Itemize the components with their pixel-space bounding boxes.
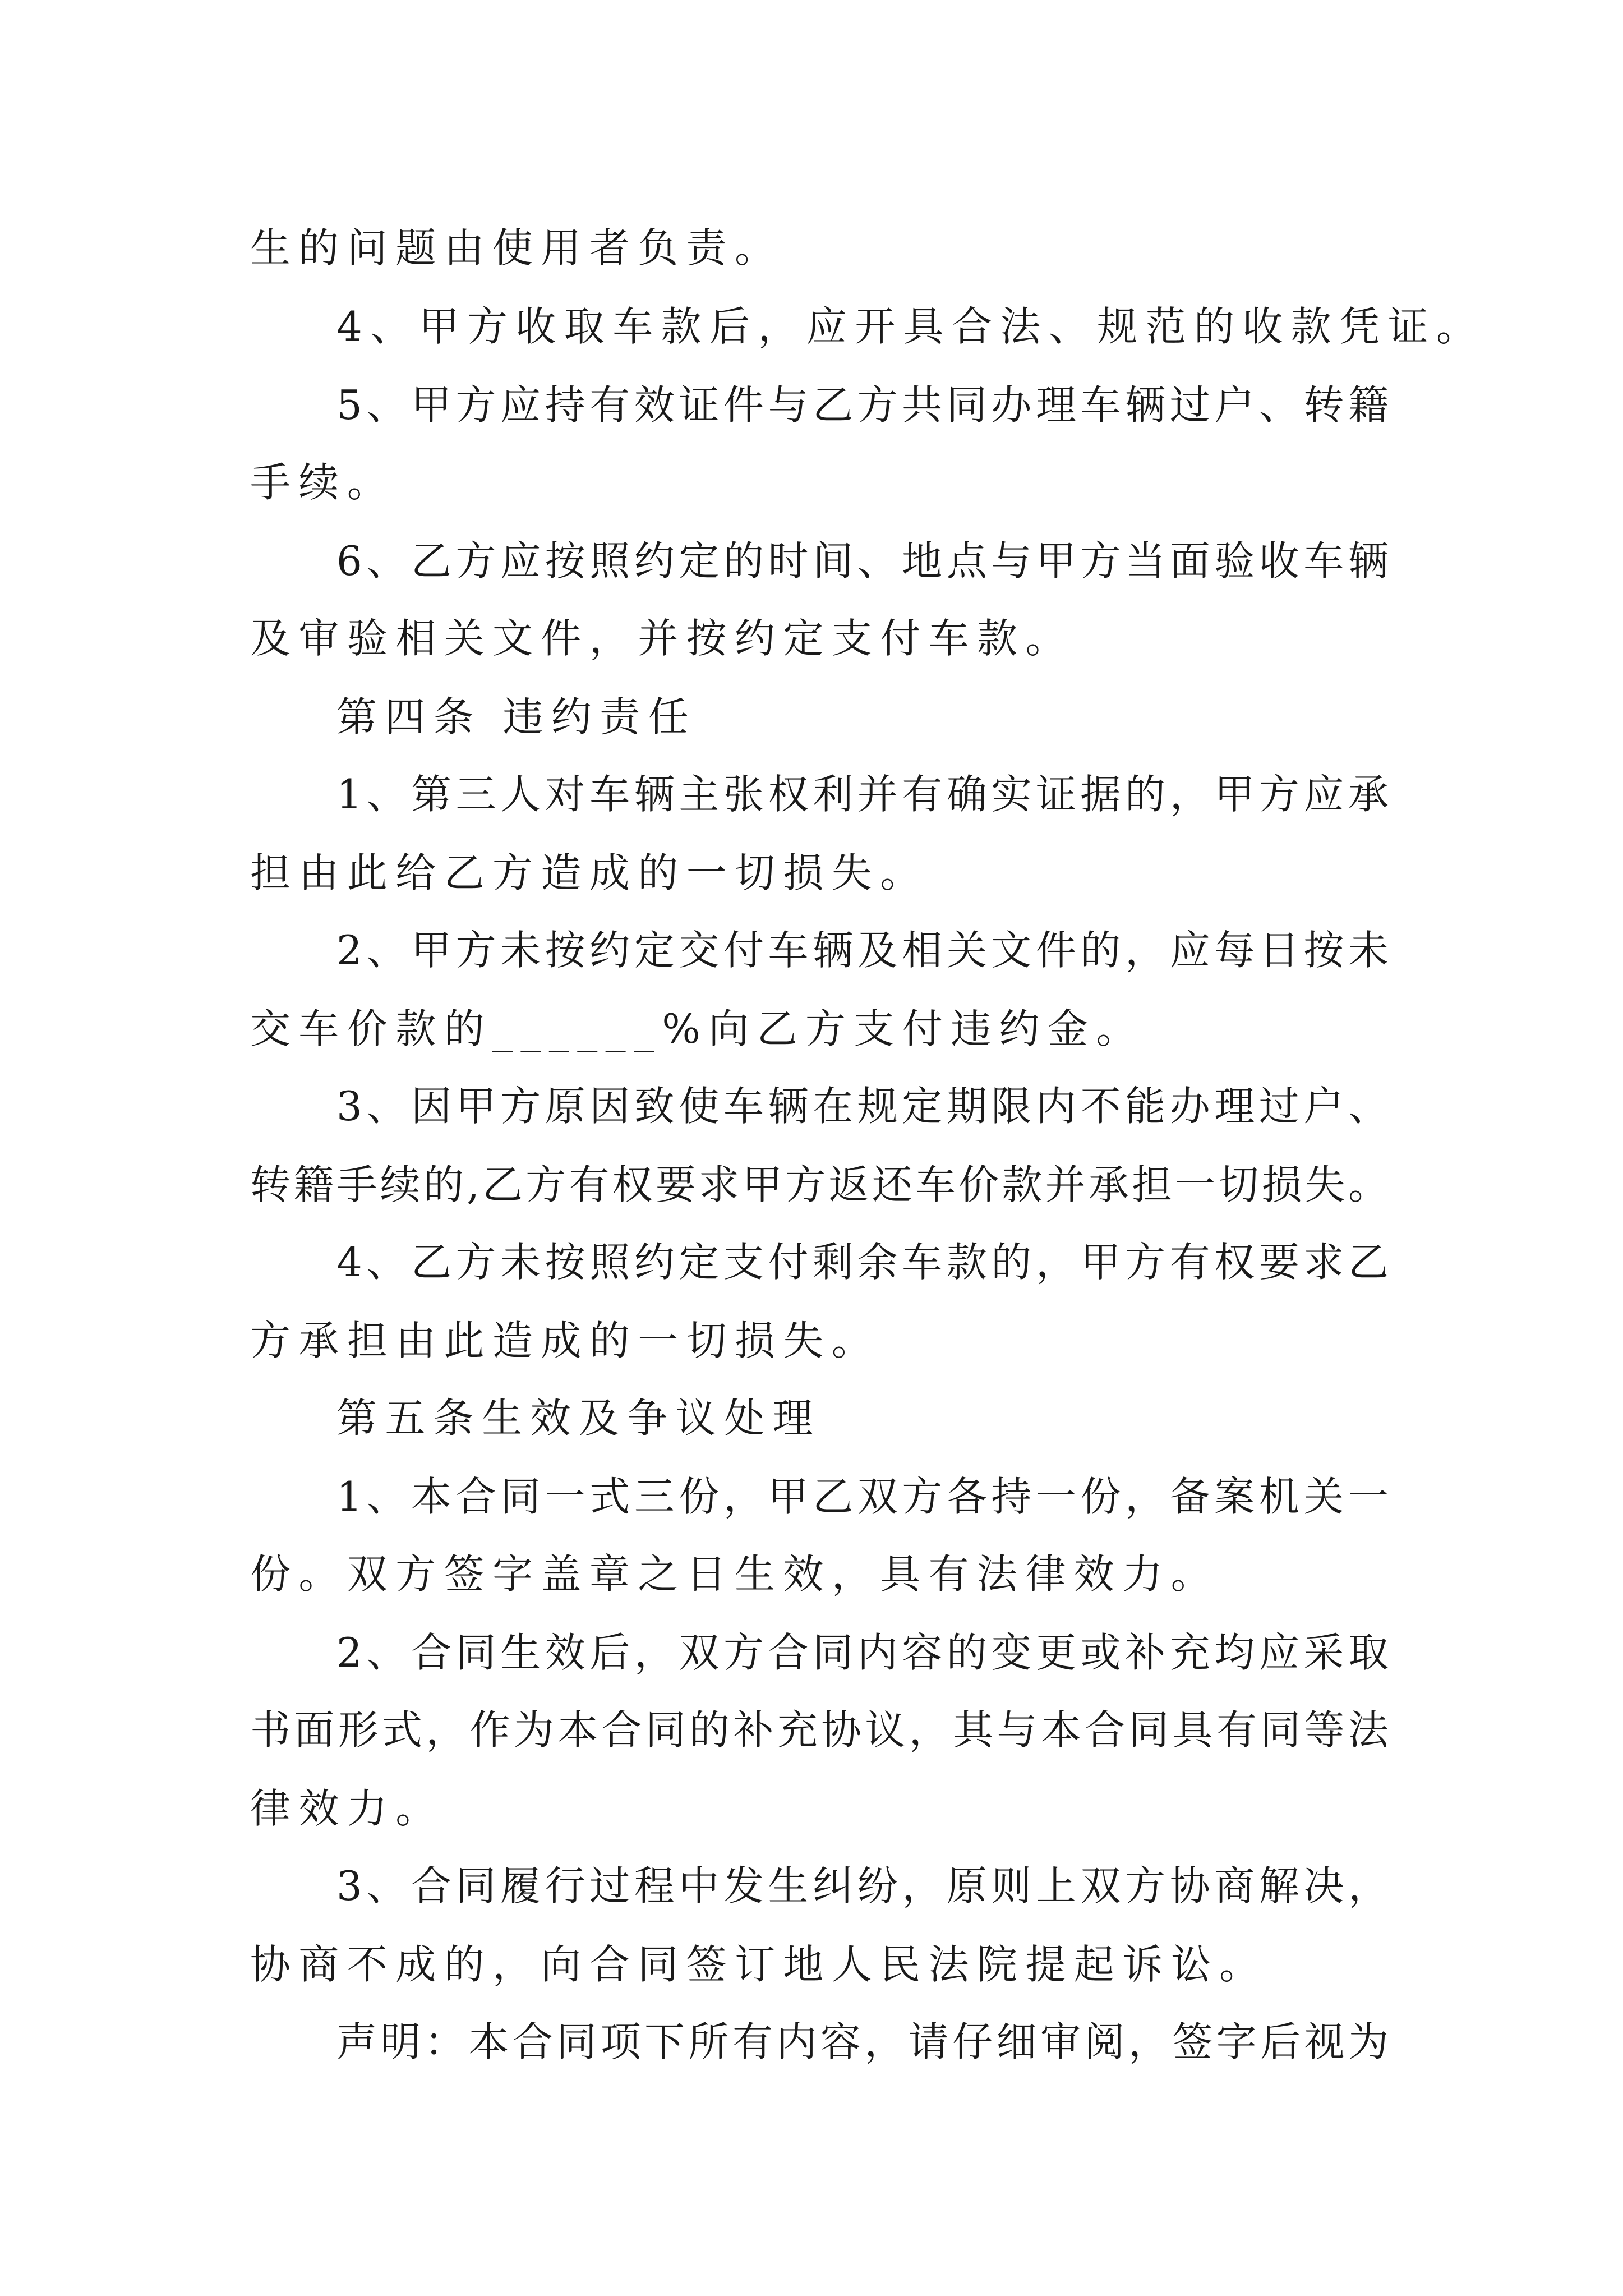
section-heading: 第四条 违约责任: [336, 693, 697, 740]
text-line: 担由此给乙方造成的一切损失。: [250, 849, 929, 896]
text-line: 1、本合同一式三份，甲乙双方各持一份，备案机关一: [336, 1473, 1389, 1520]
text-line: 4、甲方收取车款后，应开具合法、规范的收款凭证。: [336, 303, 1485, 350]
text-line: 2、甲方未按约定交付车辆及相关文件的，应每日按未: [336, 927, 1389, 974]
text-line: 协商不成的，向合同签订地人民法院提起诉讼。: [250, 1941, 1268, 1988]
text-line: 声明：本合同项下所有内容，请仔细审阅，签字后视为: [336, 2018, 1389, 2065]
text-line: 3、因甲方原因致使车辆在规定期限内不能办理过户、: [336, 1083, 1389, 1130]
text-line: 方承担由此造成的一切损失。: [250, 1317, 880, 1364]
text-line: 生的问题由使用者负责。: [250, 224, 783, 272]
text-line: 4、乙方未按照约定支付剩余车款的，甲方有权要求乙: [336, 1239, 1389, 1286]
text-line: 交车价款的______%向乙方支付违约金。: [250, 1005, 1145, 1052]
text-line: 份。双方签字盖章之日生效，具有法律效力。: [250, 1550, 1220, 1598]
text-line: 律效力。: [250, 1785, 444, 1832]
section-heading: 第五条生效及争议处理: [336, 1395, 822, 1442]
text-line: 及审验相关文件，并按约定支付车款。: [250, 615, 1074, 662]
text-line: 6、乙方应按照约定的时间、地点与甲方当面验收车辆: [336, 537, 1389, 585]
text-line: 2、合同生效后，双方合同内容的变更或补充均应采取: [336, 1629, 1389, 1676]
text-line: 1、第三人对车辆主张权利并有确实证据的，甲方应承: [336, 771, 1389, 818]
text-line: 手续。: [250, 459, 396, 506]
text-line: 转籍手续的,乙方有权要求甲方返还车价款并承担一切损失。: [250, 1161, 1389, 1208]
text-line: 书面形式，作为本合同的补充协议，其与本合同具有同等法: [250, 1706, 1389, 1754]
text-line: 3、合同履行过程中发生纠纷，原则上双方协商解决，: [336, 1862, 1389, 1910]
text-line: 5、甲方应持有效证件与乙方共同办理车辆过户、转籍: [336, 381, 1389, 429]
